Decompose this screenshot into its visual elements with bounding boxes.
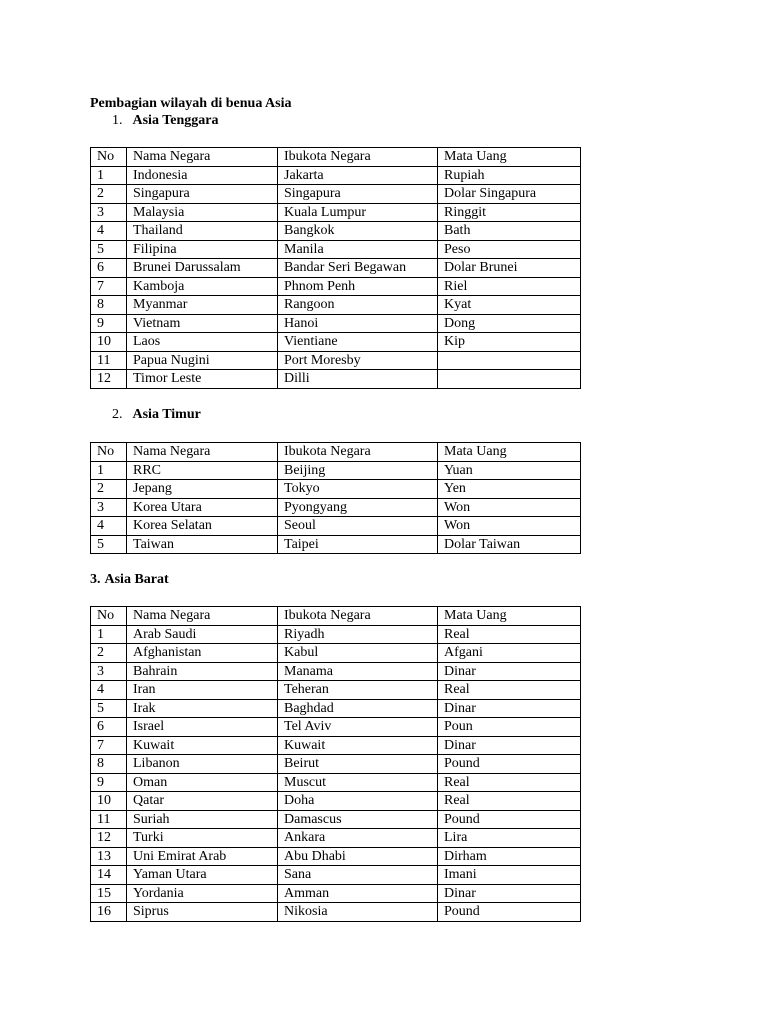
cell-mata-uang: Won xyxy=(438,498,581,517)
table-row xyxy=(91,662,581,681)
cell-mata-uang: Dong xyxy=(438,314,581,333)
cell-no: 8 xyxy=(91,296,127,315)
section-name: Asia Tenggara xyxy=(132,113,219,128)
cell-no: 13 xyxy=(91,847,127,866)
cell-nama-negara: Kuwait xyxy=(127,736,278,755)
cell-no: 1 xyxy=(91,166,127,185)
table-asia-barat xyxy=(90,606,581,922)
cell-no: 3 xyxy=(91,203,127,222)
table-row xyxy=(91,333,581,352)
cell-mata-uang: Won xyxy=(438,517,581,536)
cell-mata-uang: Peso xyxy=(438,240,581,259)
header-nama-negara: Nama Negara xyxy=(127,443,278,462)
cell-mata-uang: Riel xyxy=(438,277,581,296)
cell-mata-uang: Dinar xyxy=(438,699,581,718)
cell-no: 10 xyxy=(91,333,127,352)
cell-no: 12 xyxy=(91,370,127,389)
cell-nama-negara: Siprus xyxy=(127,903,278,922)
cell-ibukota-negara: Bandar Seri Begawan xyxy=(278,259,438,278)
cell-no: 3 xyxy=(91,498,127,517)
table-row xyxy=(91,166,581,185)
header-no: No xyxy=(91,607,127,626)
cell-ibukota-negara: Abu Dhabi xyxy=(278,847,438,866)
table-row xyxy=(91,810,581,829)
document-title: Pembagian wilayah di benua Asia xyxy=(90,96,292,111)
header-no: No xyxy=(91,148,127,167)
cell-nama-negara: Libanon xyxy=(127,755,278,774)
cell-no: 4 xyxy=(91,222,127,241)
table-row xyxy=(91,773,581,792)
cell-no: 5 xyxy=(91,699,127,718)
cell-no: 16 xyxy=(91,903,127,922)
cell-no: 6 xyxy=(91,718,127,737)
cell-mata-uang: Kyat xyxy=(438,296,581,315)
cell-nama-negara: Yaman Utara xyxy=(127,866,278,885)
cell-nama-negara: Myanmar xyxy=(127,296,278,315)
table-asia-tenggara xyxy=(90,147,581,389)
table-row xyxy=(91,517,581,536)
cell-nama-negara: Oman xyxy=(127,773,278,792)
cell-mata-uang: Real xyxy=(438,792,581,811)
section-number: 1. xyxy=(112,113,123,128)
cell-no: 5 xyxy=(91,240,127,259)
cell-ibukota-negara: Tel Aviv xyxy=(278,718,438,737)
cell-mata-uang: Dolar Brunei xyxy=(438,259,581,278)
table-row xyxy=(91,498,581,517)
cell-nama-negara: Brunei Darussalam xyxy=(127,259,278,278)
cell-nama-negara: Israel xyxy=(127,718,278,737)
cell-ibukota-negara: Beijing xyxy=(278,461,438,480)
cell-nama-negara: Malaysia xyxy=(127,203,278,222)
cell-mata-uang: Ringgit xyxy=(438,203,581,222)
cell-nama-negara: Singapura xyxy=(127,185,278,204)
cell-ibukota-negara: Kabul xyxy=(278,644,438,663)
cell-ibukota-negara: Singapura xyxy=(278,185,438,204)
table-row xyxy=(91,370,581,389)
table-row xyxy=(91,296,581,315)
header-mata-uang: Mata Uang xyxy=(438,443,581,462)
table-row xyxy=(91,903,581,922)
cell-no: 6 xyxy=(91,259,127,278)
cell-nama-negara: Filipina xyxy=(127,240,278,259)
cell-ibukota-negara: Hanoi xyxy=(278,314,438,333)
cell-ibukota-negara: Damascus xyxy=(278,810,438,829)
table-row xyxy=(91,866,581,885)
table-row xyxy=(91,699,581,718)
cell-nama-negara: Irak xyxy=(127,699,278,718)
cell-nama-negara: Korea Selatan xyxy=(127,517,278,536)
cell-mata-uang xyxy=(438,370,581,389)
cell-ibukota-negara: Pyongyang xyxy=(278,498,438,517)
table-row xyxy=(91,277,581,296)
header-nama-negara: Nama Negara xyxy=(127,148,278,167)
cell-no: 11 xyxy=(91,351,127,370)
header-ibukota-negara: Ibukota Negara xyxy=(278,443,438,462)
cell-nama-negara: Korea Utara xyxy=(127,498,278,517)
section-number: 2. xyxy=(112,407,123,422)
table-row xyxy=(91,461,581,480)
cell-ibukota-negara: Bangkok xyxy=(278,222,438,241)
table-row xyxy=(91,480,581,499)
cell-mata-uang: Dinar xyxy=(438,662,581,681)
cell-no: 9 xyxy=(91,314,127,333)
cell-ibukota-negara: Baghdad xyxy=(278,699,438,718)
cell-nama-negara: RRC xyxy=(127,461,278,480)
section-number: 3. xyxy=(90,572,101,587)
cell-ibukota-negara: Dilli xyxy=(278,370,438,389)
table-header-row xyxy=(91,443,581,462)
cell-no: 8 xyxy=(91,755,127,774)
cell-mata-uang: Imani xyxy=(438,866,581,885)
cell-mata-uang: Yen xyxy=(438,480,581,499)
cell-no: 2 xyxy=(91,480,127,499)
cell-mata-uang: Real xyxy=(438,773,581,792)
cell-nama-negara: Papua Nugini xyxy=(127,351,278,370)
cell-ibukota-negara: Nikosia xyxy=(278,903,438,922)
cell-nama-negara: Timor Leste xyxy=(127,370,278,389)
table-row xyxy=(91,792,581,811)
header-nama-negara: Nama Negara xyxy=(127,607,278,626)
cell-nama-negara: Kamboja xyxy=(127,277,278,296)
cell-nama-negara: Yordania xyxy=(127,884,278,903)
cell-no: 3 xyxy=(91,662,127,681)
cell-mata-uang xyxy=(438,351,581,370)
table-row xyxy=(91,259,581,278)
cell-mata-uang: Dinar xyxy=(438,884,581,903)
cell-ibukota-negara: Tokyo xyxy=(278,480,438,499)
cell-ibukota-negara: Doha xyxy=(278,792,438,811)
table-row xyxy=(91,644,581,663)
table-row xyxy=(91,884,581,903)
cell-mata-uang: Real xyxy=(438,625,581,644)
cell-ibukota-negara: Manama xyxy=(278,662,438,681)
section-name: Asia Barat xyxy=(104,572,169,587)
cell-ibukota-negara: Seoul xyxy=(278,517,438,536)
table-row xyxy=(91,351,581,370)
cell-mata-uang: Dolar Taiwan xyxy=(438,535,581,554)
table-row xyxy=(91,314,581,333)
table-row xyxy=(91,203,581,222)
cell-no: 7 xyxy=(91,277,127,296)
cell-ibukota-negara: Riyadh xyxy=(278,625,438,644)
table-row xyxy=(91,625,581,644)
cell-mata-uang: Real xyxy=(438,681,581,700)
cell-no: 5 xyxy=(91,535,127,554)
cell-nama-negara: Vietnam xyxy=(127,314,278,333)
cell-ibukota-negara: Muscut xyxy=(278,773,438,792)
table-row xyxy=(91,736,581,755)
table-row xyxy=(91,681,581,700)
section-name: Asia Timur xyxy=(132,407,201,422)
cell-ibukota-negara: Sana xyxy=(278,866,438,885)
cell-ibukota-negara: Teheran xyxy=(278,681,438,700)
header-mata-uang: Mata Uang xyxy=(438,148,581,167)
cell-no: 4 xyxy=(91,517,127,536)
cell-no: 12 xyxy=(91,829,127,848)
cell-mata-uang: Pound xyxy=(438,903,581,922)
cell-mata-uang: Dinar xyxy=(438,736,581,755)
table-row xyxy=(91,755,581,774)
cell-no: 1 xyxy=(91,625,127,644)
header-mata-uang: Mata Uang xyxy=(438,607,581,626)
table-header-row xyxy=(91,148,581,167)
cell-no: 1 xyxy=(91,461,127,480)
cell-mata-uang: Poun xyxy=(438,718,581,737)
cell-mata-uang: Dirham xyxy=(438,847,581,866)
table-row xyxy=(91,829,581,848)
cell-nama-negara: Iran xyxy=(127,681,278,700)
cell-ibukota-negara: Port Moresby xyxy=(278,351,438,370)
table-row xyxy=(91,240,581,259)
table-row xyxy=(91,185,581,204)
cell-nama-negara: Afghanistan xyxy=(127,644,278,663)
table-row xyxy=(91,718,581,737)
table-row xyxy=(91,847,581,866)
cell-mata-uang: Pound xyxy=(438,810,581,829)
section-heading-asia-barat xyxy=(90,571,169,589)
cell-ibukota-negara: Jakarta xyxy=(278,166,438,185)
cell-nama-negara: Qatar xyxy=(127,792,278,811)
cell-nama-negara: Taiwan xyxy=(127,535,278,554)
cell-ibukota-negara: Amman xyxy=(278,884,438,903)
table-header-row xyxy=(91,607,581,626)
cell-ibukota-negara: Manila xyxy=(278,240,438,259)
cell-mata-uang: Lira xyxy=(438,829,581,848)
section-heading-asia-tenggara xyxy=(112,112,218,130)
cell-ibukota-negara: Rangoon xyxy=(278,296,438,315)
cell-nama-negara: Arab Saudi xyxy=(127,625,278,644)
cell-nama-negara: Indonesia xyxy=(127,166,278,185)
cell-nama-negara: Thailand xyxy=(127,222,278,241)
cell-ibukota-negara: Ankara xyxy=(278,829,438,848)
cell-mata-uang: Pound xyxy=(438,755,581,774)
table-row xyxy=(91,535,581,554)
cell-no: 11 xyxy=(91,810,127,829)
cell-nama-negara: Suriah xyxy=(127,810,278,829)
cell-ibukota-negara: Kuwait xyxy=(278,736,438,755)
cell-nama-negara: Jepang xyxy=(127,480,278,499)
cell-no: 15 xyxy=(91,884,127,903)
cell-no: 2 xyxy=(91,185,127,204)
cell-no: 4 xyxy=(91,681,127,700)
cell-no: 7 xyxy=(91,736,127,755)
header-ibukota-negara: Ibukota Negara xyxy=(278,148,438,167)
cell-no: 10 xyxy=(91,792,127,811)
header-no: No xyxy=(91,443,127,462)
cell-mata-uang: Dolar Singapura xyxy=(438,185,581,204)
cell-no: 9 xyxy=(91,773,127,792)
cell-ibukota-negara: Beirut xyxy=(278,755,438,774)
cell-mata-uang: Rupiah xyxy=(438,166,581,185)
cell-mata-uang: Afgani xyxy=(438,644,581,663)
table-row xyxy=(91,222,581,241)
cell-nama-negara: Bahrain xyxy=(127,662,278,681)
section-heading-asia-timur xyxy=(112,406,201,424)
cell-ibukota-negara: Taipei xyxy=(278,535,438,554)
cell-no: 2 xyxy=(91,644,127,663)
cell-no: 14 xyxy=(91,866,127,885)
cell-nama-negara: Turki xyxy=(127,829,278,848)
cell-ibukota-negara: Vientiane xyxy=(278,333,438,352)
header-ibukota-negara: Ibukota Negara xyxy=(278,607,438,626)
cell-mata-uang: Bath xyxy=(438,222,581,241)
table-asia-timur xyxy=(90,442,581,554)
cell-mata-uang: Kip xyxy=(438,333,581,352)
cell-nama-negara: Uni Emirat Arab xyxy=(127,847,278,866)
cell-ibukota-negara: Phnom Penh xyxy=(278,277,438,296)
cell-ibukota-negara: Kuala Lumpur xyxy=(278,203,438,222)
cell-nama-negara: Laos xyxy=(127,333,278,352)
cell-mata-uang: Yuan xyxy=(438,461,581,480)
